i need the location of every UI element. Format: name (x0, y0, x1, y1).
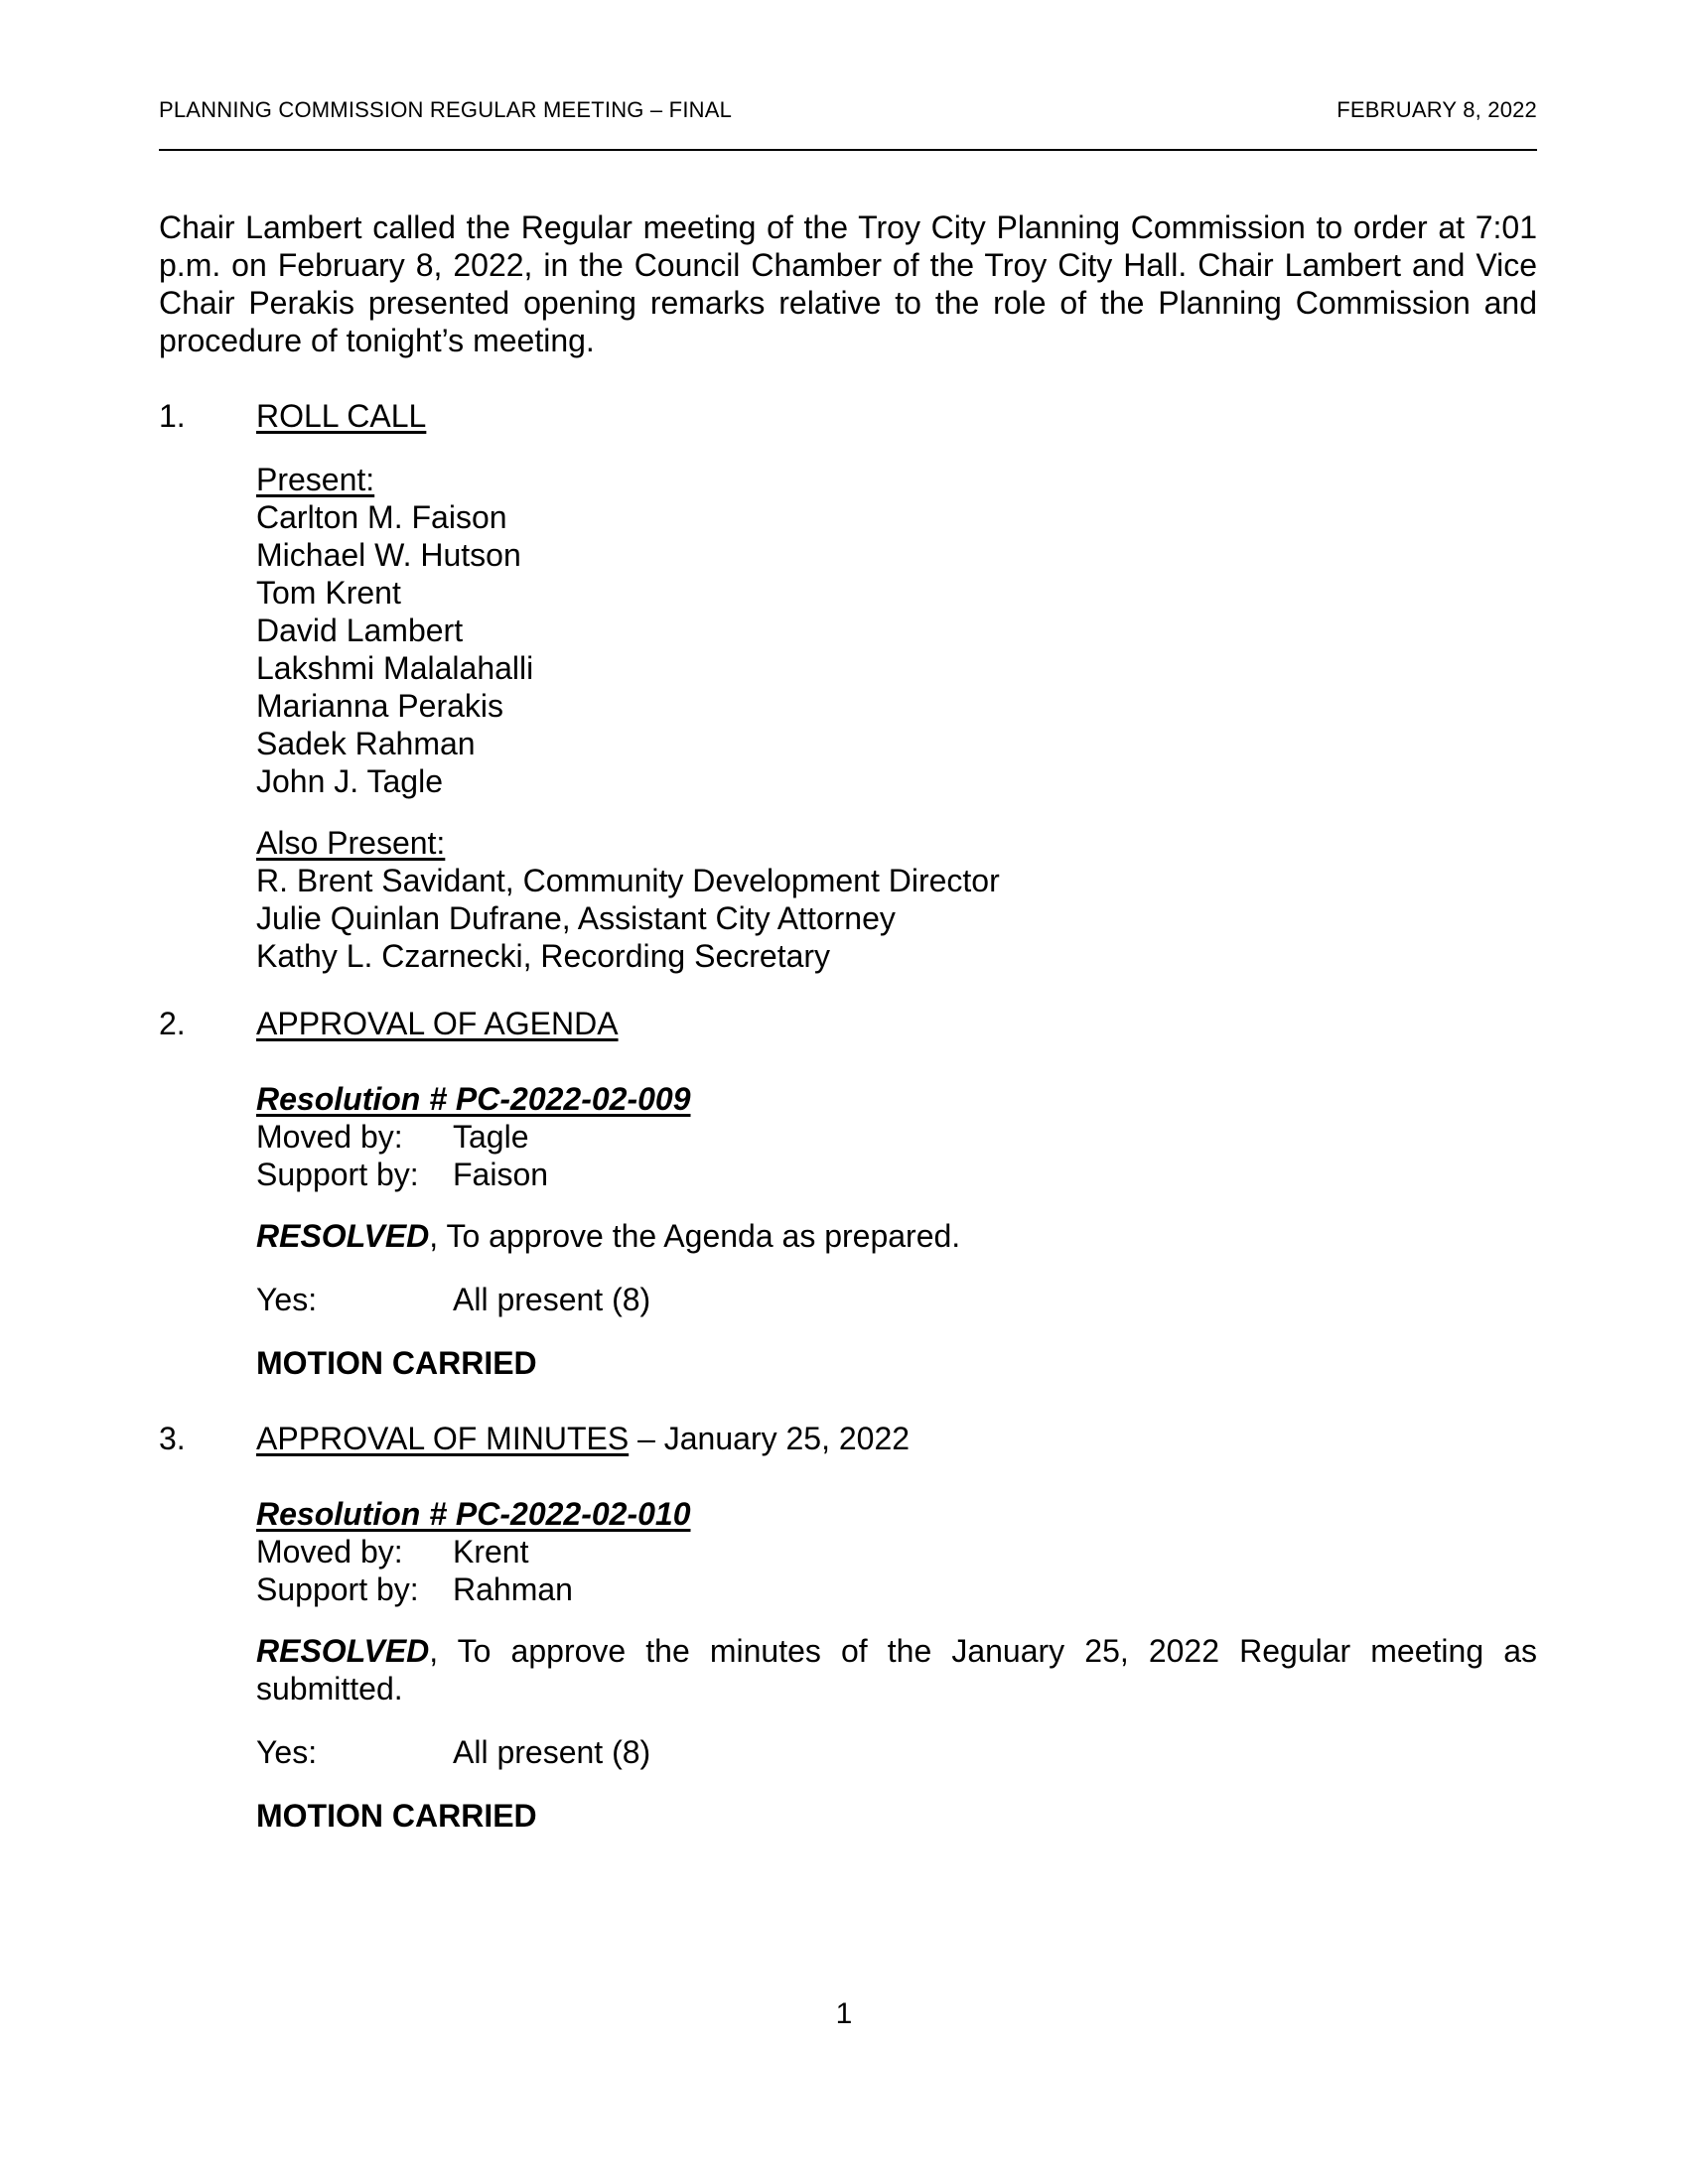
support-by-value: Faison (453, 1157, 549, 1192)
staff-member: R. Brent Savidant, Community Development Director (256, 863, 1000, 898)
moved-by-value: Krent (453, 1534, 529, 1570)
vote-row (256, 1733, 650, 1771)
header-date: FEBRUARY 8, 2022 (1336, 97, 1537, 122)
motion-result: MOTION CARRIED (256, 1345, 537, 1381)
section-1-title: ROLL CALL (256, 398, 427, 434)
section-3-date: – January 25, 2022 (629, 1421, 911, 1456)
present-member: Tom Krent (256, 575, 401, 611)
also-present-list (256, 862, 1000, 975)
present-member: Carlton M. Faison (256, 499, 507, 535)
section-2-title: APPROVAL OF AGENDA (256, 1006, 619, 1041)
header-divider (159, 149, 1537, 151)
present-member: Lakshmi Malalahalli (256, 650, 534, 686)
resolved-word: RESOLVED (256, 1633, 430, 1669)
motion-result: MOTION CARRIED (256, 1798, 537, 1834)
header-title: PLANNING COMMISSION REGULAR MEETING – FINAL (159, 97, 733, 122)
present-member: Michael W. Hutson (256, 537, 521, 573)
support-by-label: Support by: (256, 1157, 419, 1192)
present-list (256, 498, 533, 800)
vote-label: Yes: (256, 1734, 318, 1770)
present-member: David Lambert (256, 613, 464, 648)
vote-label: Yes: (256, 1282, 318, 1317)
resolved-text (256, 1217, 960, 1255)
vote-value: All present (8) (453, 1282, 651, 1317)
page-number: 1 (835, 1997, 853, 2030)
section-3-heading (256, 1420, 910, 1457)
staff-member: Julie Quinlan Dufrane, Assistant City Attorney (256, 900, 896, 936)
resolved-body: , To approve the minutes of the January 25, 2022 Regular meeting as submitted. (256, 1633, 1537, 1706)
moved-by-value: Tagle (453, 1119, 529, 1155)
support-by-value: Rahman (453, 1571, 573, 1607)
section-3-title: APPROVAL OF MINUTES (256, 1421, 630, 1456)
resolution-number: Resolution # PC-2022-02-010 (256, 1496, 691, 1532)
resolved-body: , To approve the Agenda as prepared. (429, 1218, 961, 1254)
moved-by-label: Moved by: (256, 1119, 403, 1155)
section-1-number: 1. (159, 398, 186, 434)
resolved-word: RESOLVED (256, 1218, 430, 1254)
present-member: Sadek Rahman (256, 726, 476, 761)
resolution-number: Resolution # PC-2022-02-009 (256, 1081, 691, 1117)
support-by-label: Support by: (256, 1571, 419, 1607)
vote-row (256, 1281, 650, 1318)
staff-member: Kathy L. Czarnecki, Recording Secretary (256, 938, 831, 974)
moved-by-label: Moved by: (256, 1534, 403, 1570)
resolved-text (256, 1632, 1537, 1707)
vote-value: All present (8) (453, 1734, 651, 1770)
also-present-label: Also Present: (256, 825, 446, 861)
present-member: Marianna Perakis (256, 688, 503, 724)
intro-paragraph: Chair Lambert called the Regular meeting of the Troy City Planning Commission to order at 7:01 p.m. on February 8, 2022, in the Council Chamber of the Troy City Hall. Chair Lambert and Vice Chair Perakis presented opening remarks relative to the role of the Planning Commission and procedure of tonight’s meeting. (159, 209, 1537, 358)
motion-block (256, 1118, 548, 1193)
present-member: John J. Tagle (256, 763, 443, 799)
motion-block (256, 1533, 573, 1608)
section-3-number: 3. (159, 1421, 186, 1456)
present-label: Present: (256, 462, 375, 497)
section-2-number: 2. (159, 1006, 186, 1041)
